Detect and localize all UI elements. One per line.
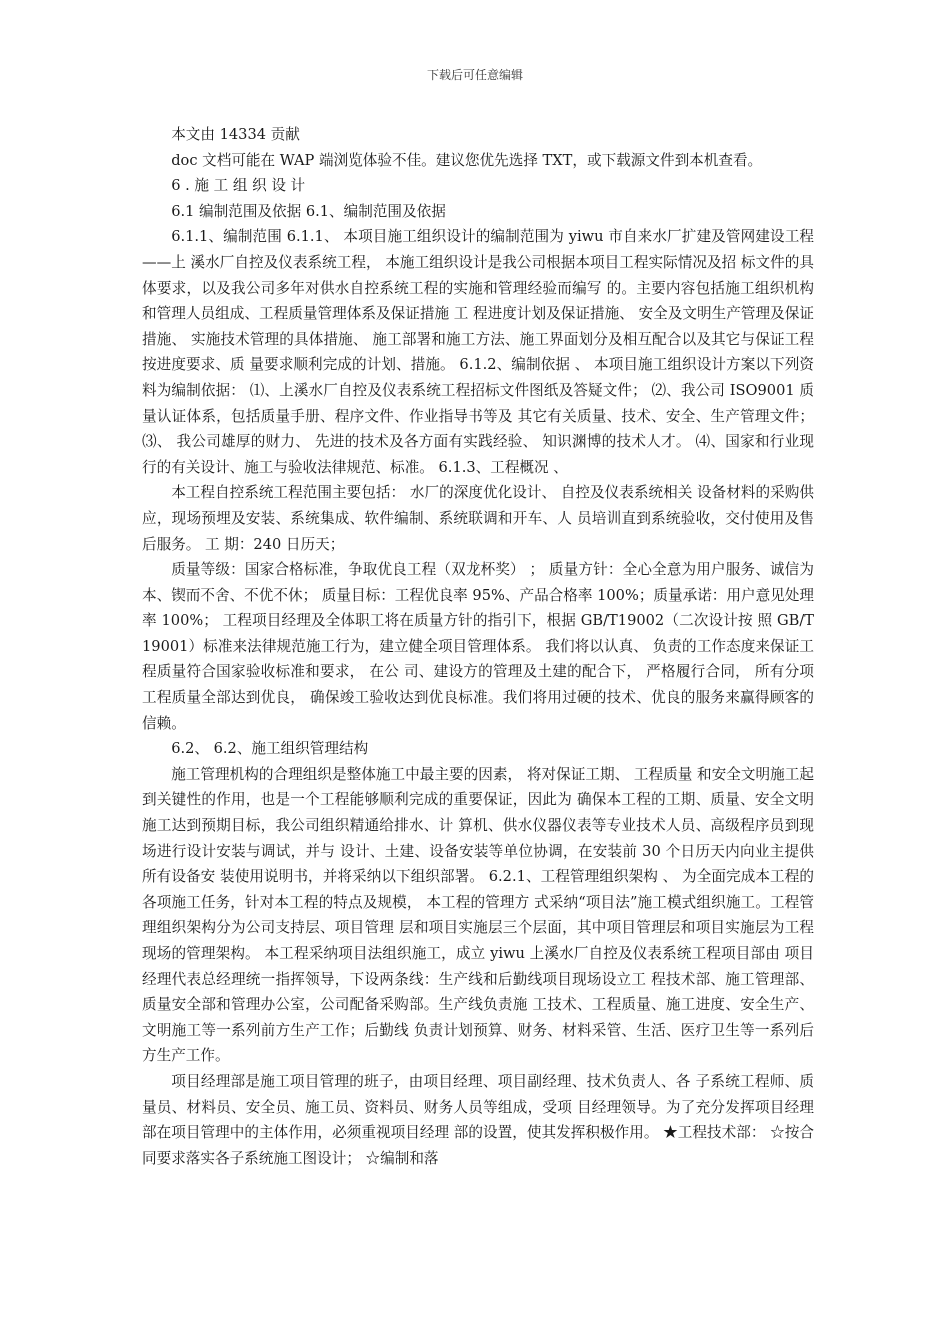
subsection-heading: 6.1 编制范围及依据 6.1、编制范围及依据 [171, 202, 446, 220]
document-body [142, 122, 814, 1171]
paragraph-scope: 6.1.1、编制范围 6.1.1、 本项目施工组织设计的编制范围为 yiwu 市自来水厂扩建及管网建设工程——上 溪水厂自控及仪表系统工程， 本施工组织设计是我公司根据本项目工程实际情况及招 标文件的具体要求，以及我公司多年对供水自控系统工程的实施和管理经验而编写 的。主要内容包括施工组织机构和管理人员组成、工程质量管理体系及保证措施 工 程进度计划及保证措施、 安全及文明生产管理及保证措施、 实施技术管理的具体措施、 施工部署和施工方法、施工界面划分及相互配合以及其它与保证工程按进度要求、质 量要求顺利完成的计划、措施。 6.1.2、编制依据 、 本项目施工组织设计方案以下列资料为编制依据： ⑴、上溪水厂自控及仪表系统工程招标文件图纸及答疑文件； ⑵、我公司 ISO9001 质量认证体系，包括质量手册、程序文件、作业指导书等及 其它有关质量、技术、安全、生产管理文件； ⑶、 我公司雄厚的财力、 先进的技术及各方面有实践经验、 知识渊博的技术人才。 ⑷、国家和行业现行的有关设计、施工与验收法律规范、标准。 6.1.3、工程概况 、 [142, 228, 814, 476]
format-notice: doc 文档可能在 WAP 端浏览体验不佳。建议您优先选择 TXT，或下载源文件到本机查看。 [171, 151, 763, 169]
page-header: 下载后可任意编辑 [426, 68, 523, 82]
subsection-heading-structure: 6.2、 6.2、施工组织管理结构 [171, 740, 369, 758]
contributor-line: 本文由 14334 贡献 [171, 126, 300, 143]
section-heading: 6 . 施 工 组 织 设 计 [171, 177, 306, 195]
paragraph-project-dept: 项目经理部是施工项目管理的班子，由项目经理、项目副经理、技术负责人、各 子系统工程师、质量员、材料员、安全员、施工员、资料员、财务人员等组成，受项 目经理领导。为了充分发挥项目经理部在项目管理中的主体作用，必须重视项目经理 部的设置，使其发挥积极作用。 ★工程技术部： ☆按合同要求落实各子系统施工图设计； ☆编制和落 [142, 1072, 814, 1167]
paragraph-quality: 质量等级：国家合格标准，争取优良工程（双龙杯奖） ； 质量方针：全心全意为用户服务、诚信为本、锲而不舍、不优不休； 质量目标：工程优良率 95%、产品合格率 100%；质量承诺：用户意见处理率 100%； 工程项目经理及全体职工将在质量方针的指引下，根据 GB/T19002（二次设计按 照 GB/T19001）标准来法律规范施工行为，建立健全项目管理体系。 我们将以认真、 负责的工作态度来保证工程质量符合国家验收标准和要求， 在公 司、建设方的管理及土建的配合下， 严格履行合同， 所有分项工程质量全部达到优良， 确保竣工验收达到优良标准。我们将用过硬的技术、优良的服务来赢得顾客的信赖。 [142, 561, 814, 732]
paragraph-project-scope: 本工程自控系统工程范围主要包括： 水厂的深度优化设计、 自控及仪表系统相关 设备材料的采购供应，现场预埋及安装、系统集成、软件编制、系统联调和开车、人 员培训直到系统验收，交付使用及售后服务。 工 期：240 日历天； [142, 484, 814, 553]
paragraph-management: 施工管理机构的合理组织是整体施工中最主要的因素， 将对保证工期、 工程质量 和安全文明施工起到关键性的作用，也是一个工程能够顺利完成的重要保证，因此为 确保本工程的工期、质量、安全文明施工达到预期目标，我公司组织精通给排水、计 算机、供水仪器仪表等专业技术人员、高级程序员到现场进行设计安装与调试，并与 设计、土建、设备安装等单位协调，在安装前 30 个日历天内向业主提供所有设备安 装使用说明书，并将采纳以下组织部署。 6.2.1、工程管理组织架构 、 为全面完成本工程的各项施工任务，针对本工程的特点及规模， 本工程的管理方 式采纳“项目法”施工模式组织施工。工程管理组织架构分为公司支持层、项目管理 层和项目实施层三个层面，其中项目管理层和项目实施层为工程现场的管理架构。 本工程采纳项目法组织施工，成立 yiwu 上溪水厂自控及仪表系统工程项目部由 项目经理代表总经理统一指挥领导，下设两条线：生产线和后勤线项目现场设立工 程技术部、施工管理部、质量安全部和管理办公室，公司配备采购部。生产线负责施 工技术、工程质量、施工进度、安全生产、文明施工等一系列前方生产工作；后勤线 负责计划预算、财务、材料采管、生活、医疗卫生等一系列后方生产工作。 [142, 765, 814, 1065]
